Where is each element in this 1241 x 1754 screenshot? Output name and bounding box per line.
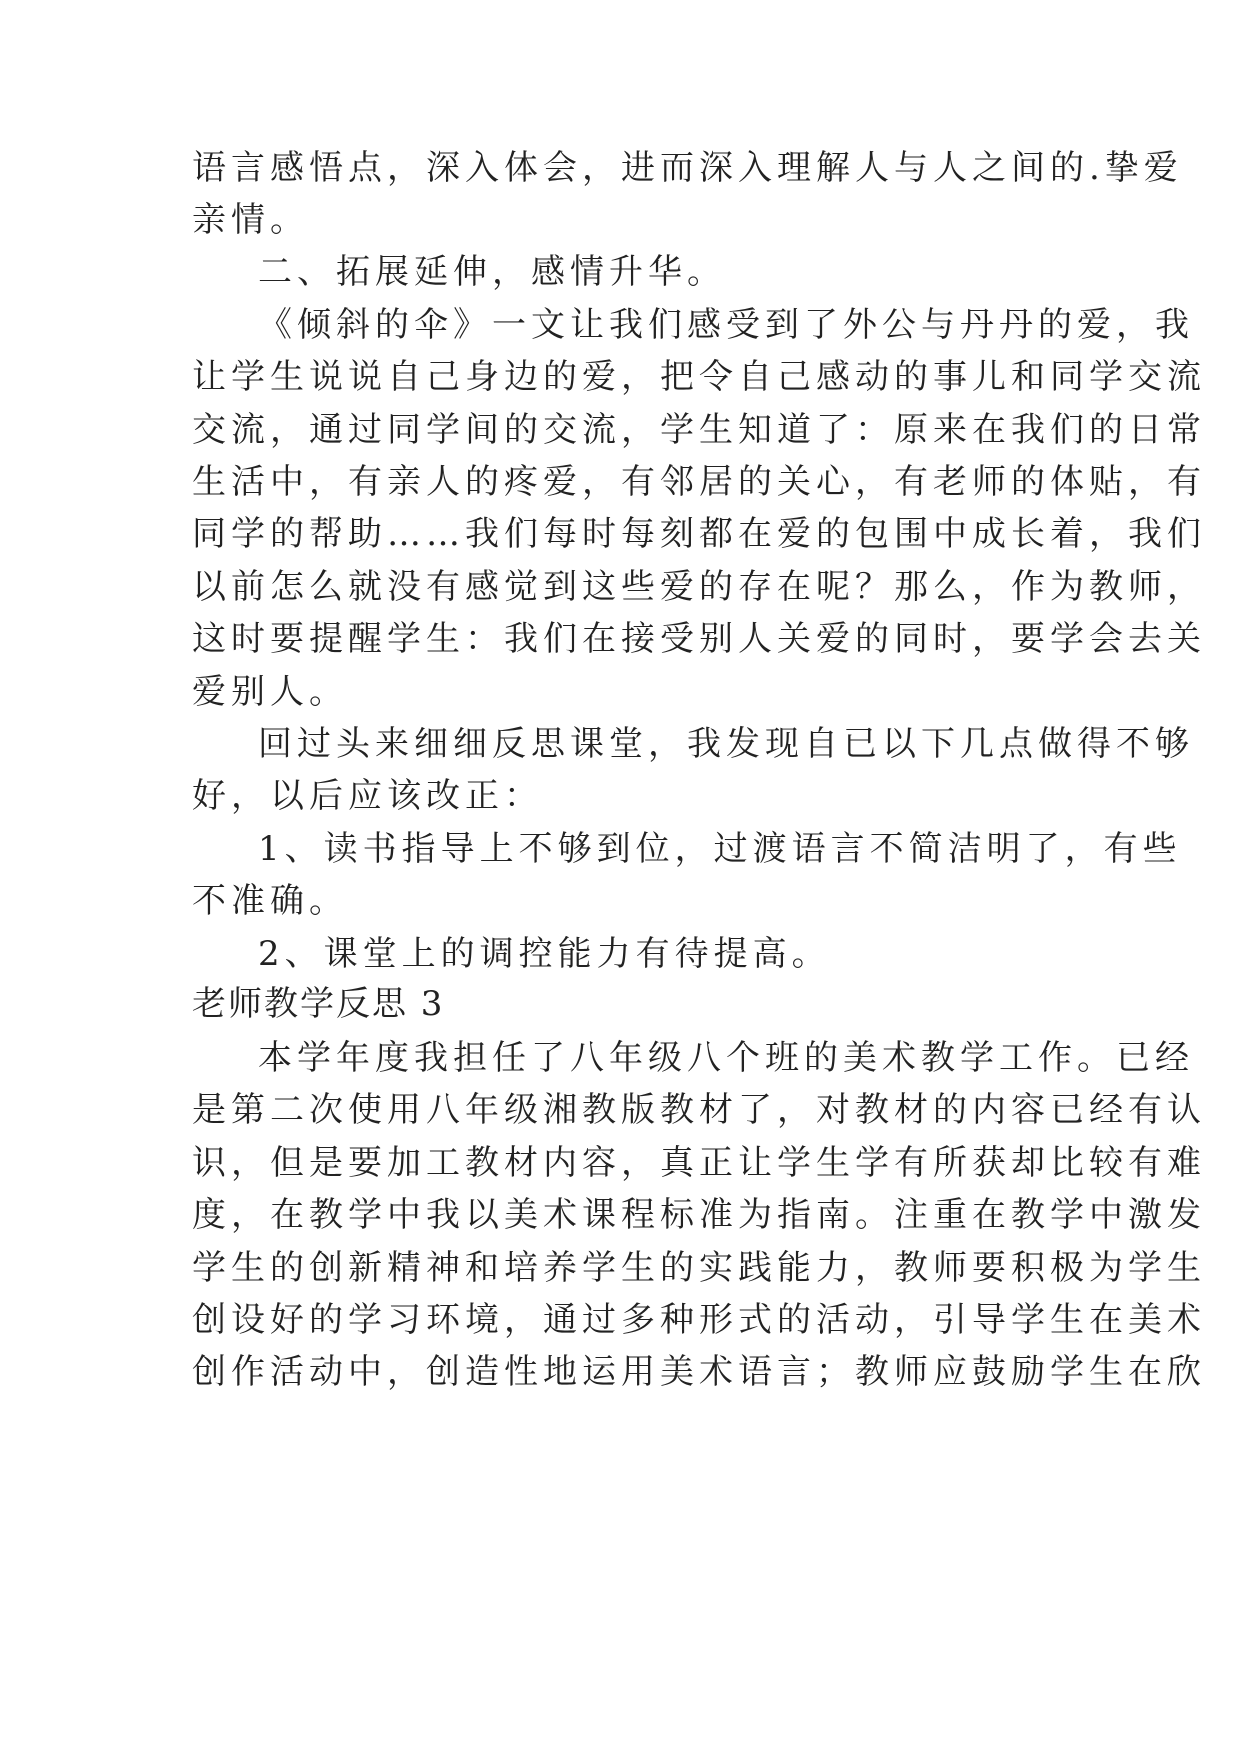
text-line: 回过头来细细反思课堂，我发现自已以下几点做得不够	[258, 724, 1194, 764]
text-line: 让学生说说自己身边的爱，把令自己感动的事儿和同学交流	[192, 357, 1206, 397]
text-line: 创作活动中，创造性地运用美术语言；教师应鼓励学生在欣	[192, 1352, 1206, 1392]
text-line: 识，但是要加工教材内容，真正让学生学有所获却比较有难	[192, 1143, 1206, 1183]
list-item: 2、课堂上的调控能力有待提高。	[258, 934, 831, 974]
text-line: 是第二次使用八年级湘教版教材了，对教材的内容已经有认	[192, 1090, 1206, 1130]
text-line: 《倾斜的伞》一文让我们感受到了外公与丹丹的爱，我	[258, 305, 1194, 345]
section-heading: 二、拓展延伸，感情升华。	[258, 252, 726, 292]
article-title: 老师教学反思 3	[192, 984, 445, 1024]
text-line: 不准确。	[192, 881, 348, 921]
text-line: 爱别人。	[192, 672, 348, 712]
text-line: 学生的创新精神和培养学生的实践能力，教师要积极为学生	[192, 1248, 1206, 1288]
text-line: 创设好的学习环境，通过多种形式的活动，引导学生在美术	[192, 1300, 1206, 1340]
text-line: 以前怎么就没有感觉到这些爱的存在呢？那么，作为教师，	[192, 567, 1206, 607]
text-line: 交流，通过同学间的交流，学生知道了：原来在我们的日常	[192, 410, 1206, 450]
text-line: 这时要提醒学生：我们在接受别人关爱的同时，要学会去关	[192, 619, 1206, 659]
list-item: 1、读书指导上不够到位，过渡语言不简洁明了，有些	[258, 829, 1182, 869]
text-line: 度，在教学中我以美术课程标准为指南。注重在教学中激发	[192, 1195, 1206, 1235]
text-line: 好，以后应该改正：	[192, 776, 543, 816]
text-line: 同学的帮助……我们每时每刻都在爱的包围中成长着，我们	[192, 514, 1206, 554]
text-line: 本学年度我担任了八年级八个班的美术教学工作。已经	[258, 1038, 1194, 1078]
text-line: 亲情。	[192, 200, 309, 240]
text-line: 生活中，有亲人的疼爱，有邻居的关心，有老师的体贴，有	[192, 462, 1206, 502]
text-line: 语言感悟点，深入体会，进而深入理解人与人之间的.挚爱	[192, 148, 1183, 188]
